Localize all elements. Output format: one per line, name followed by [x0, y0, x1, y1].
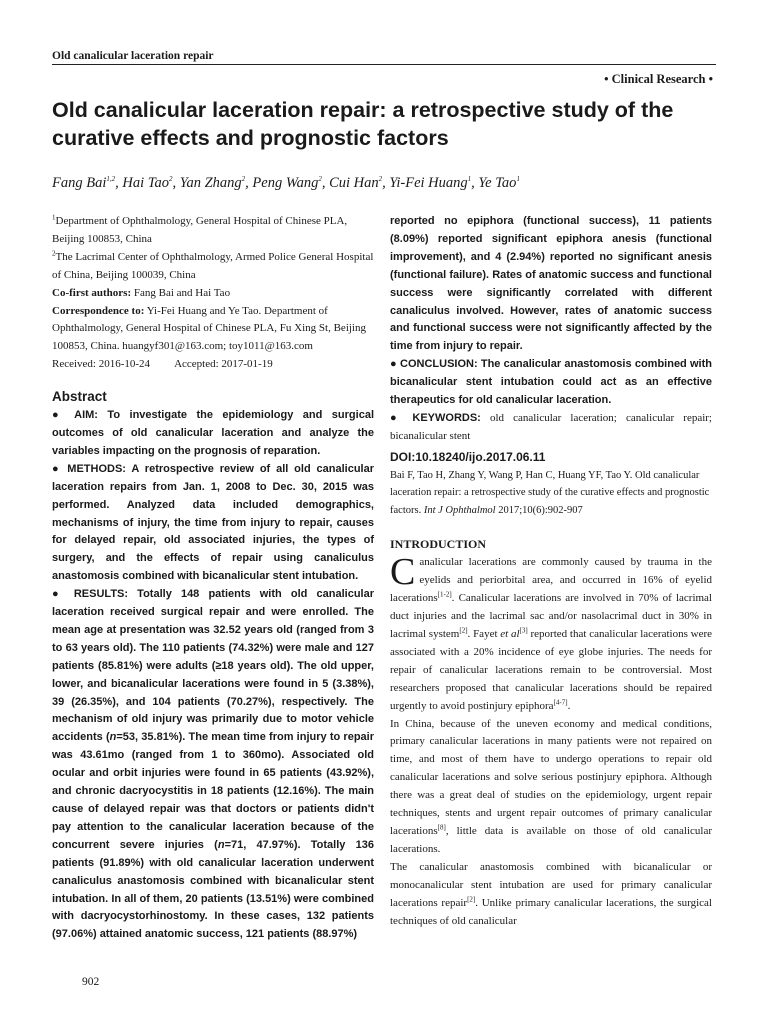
citation: Bai F, Tao H, Zhang Y, Wang P, Han C, Huang YF, Tao Y. Old canalicular laceration repair: a retrospective study of the curative effects and prognostic factors. Int J Ophthalmol 2017;10(6):902-907 — [390, 469, 710, 516]
abstract-results-continued: reported no epiphora (functional success), 11 patients (8.09%) reported significant epiphora anesis (functional improvement), and 4 (2.94%) reported no significant anesis (functional failure). Rates of anatomic success and functional success were significantly correlated with different canaliculus involved. However, rates of anatomic success and functional success were not significantly affected by the time from injury to repair. — [390, 215, 712, 353]
introduction-paragraph-2: In China, because of the uneven economy and medical conditions, primary canalicular lacerations in many patients were not repaired on time, and most of them have to undergo operations to repair old canalicular lacerations and solve serious postinjury epiphora. Although there was a great deal of studies on the epidemiology, urgent repair techniques, stents and urgent repair outcomes of primary canalicular lacerations[8], little data is available on those of old canalicular lacerations. — [390, 717, 712, 855]
correspondence-text: Yi-Fei Huang and Ye Tao. Department of Ophthalmology, General Hospital of Chinese PLA, Fu Xing St, Beijing 100853, China. huangyf301@163.com; toy1011@163.com — [52, 304, 366, 353]
introduction-paragraph-3: The canalicular anastomosis combined with bicanalicular or monocanalicular stent intubation are used for primary canalicular lacerations repair[2]. Unlike primary canalicular lacerations, the surgical techniques of old canalicular — [390, 860, 712, 927]
author-list: Fang Bai$^{1,2}$, Hai Tao$^2$, Yan Zhang$^2$, Peng Wang$^2$, Cui Han$^2$, Yi-Fei Huang$^1$, Ye Tao$^1$ — [52, 175, 520, 191]
drop-cap: C — [390, 551, 416, 594]
introduction-paragraph-1 — [390, 551, 712, 715]
affiliation-1: $^1$Department of Ophthalmology, General Hospital of Chinese PLA, Beijing 100853, China — [52, 213, 348, 245]
paragraph-1-text: analicular lacerations are commonly caused by trauma in the eyelids and periorbital area, and occurred in 16% of eyelid lacerations[1-2]. Canalicular lacerations are involved in 70% of lacrimal duct injuries and the lacrimal sac and/or nasolacrimal duct in 30% in lacrimal system[2]. Fayet et al[3] reported that canalicular lacerations were associated with a 20% incidence of eye globe injuries. The needs for repair of canalicular lacerations remain to be controversial. Most researchers proposed that canalicular lacerations should be repaired urgently to avoid postinjury epiphora[4-7]. — [390, 556, 712, 712]
section-tag: • Clinical Research • — [604, 72, 713, 86]
received-date: Received: 2016-10-24 — [52, 358, 151, 371]
abstract-conclusion: ● CONCLUSION: The canalicular anastomosis combined with bicanalicular stent intubation could act as an effective therapeutics for old canalicular laceration. — [390, 358, 712, 407]
keywords-text: old canalicular laceration; canalicular repair; bicanalicular stent — [390, 411, 712, 442]
right-column — [390, 213, 712, 930]
left-column — [52, 213, 374, 944]
affiliation-2: $^2$The Lacrimal Center of Ophthalmology, Armed Police General Hospital of China, Beijing 100039, China — [52, 249, 374, 281]
article-title: Old canalicular laceration repair: a retrospective study of the curative effects and prognostic factors — [52, 98, 674, 150]
co-first-text: Fang Bai and Hai Tao — [131, 286, 231, 299]
abstract-keywords — [390, 410, 712, 446]
dates — [52, 356, 374, 374]
co-first-label: Co-first authors: — [52, 286, 132, 299]
running-head: Old canalicular laceration repair — [52, 50, 716, 65]
introduction-heading: INTRODUCTION — [390, 537, 487, 552]
abstract-aim: ● AIM: To investigate the epidemiology and surgical outcomes of old canalicular laceration and analyze the variables impacting on the prognosis of reparation. — [52, 409, 374, 457]
page-number: 902 — [82, 976, 100, 988]
correspondence-label: Correspondence to: — [52, 304, 145, 317]
correspondence — [52, 303, 374, 357]
abstract-results: ● RESULTS: Totally 148 patients with old canalicular laceration received surgical repair and were enrolled. The mean age at presentation was 32.52 years old (ranged from 3 to 63 years old). The 110 patients (74.32%) were male and 127 patients (85.81%) were adults (≥18 years old). The old upper, lower, and bicanalicular lacerations were found in 5 (3.38%), 39 (26.35%), and 104 patients (70.27%), respectively. The mechanism of old injury was primarily due to motor vehicle accidents (n=53, 35.81%). The mean time from injury to repair was 43.61mo (ranged from 1 to 360mo). Associated old ocular and orbit injuries were found in 65 patients (43.92%), and chronic dacryocystitis in 18 patients (12.16%). The main cause of delayed repair was that doctors or patients didn't pay attention to the canalicular laceration because of the concurrent severe injuries (n=71, 47.97%). Totally 136 patients (91.89%) with old canalicular laceration underwent canaliculus anastomosis combined with bicanalicular stent intubation. In all of them, 20 patients (13.51%) were combined with dacryocystorhinostomy. In these cases, 132 patients (97.06%) attained anatomic success, 121 patients (88.97%) — [52, 588, 375, 941]
keywords-label: ● KEYWORDS: — [390, 411, 481, 424]
abstract-heading: Abstract — [52, 389, 107, 405]
co-first-authors — [52, 285, 374, 303]
accepted-date: Accepted: 2017-01-19 — [174, 358, 273, 371]
doi[interactable]: DOI:10.18240/ijo.2017.06.11 — [390, 449, 546, 464]
abstract-methods: ● METHODS: A retrospective review of all old canalicular laceration repairs from Jan. 1, 2008 to Dec. 30, 2015 was performed. Analyzed data included demographics, mechanisms of injury, the time from injury to repair, causes for delayed repair, old associated injuries, the types of surgery, and the effects of repair using canaliculus anastomosis combined with bicanalicular stent intubation. — [52, 462, 374, 583]
